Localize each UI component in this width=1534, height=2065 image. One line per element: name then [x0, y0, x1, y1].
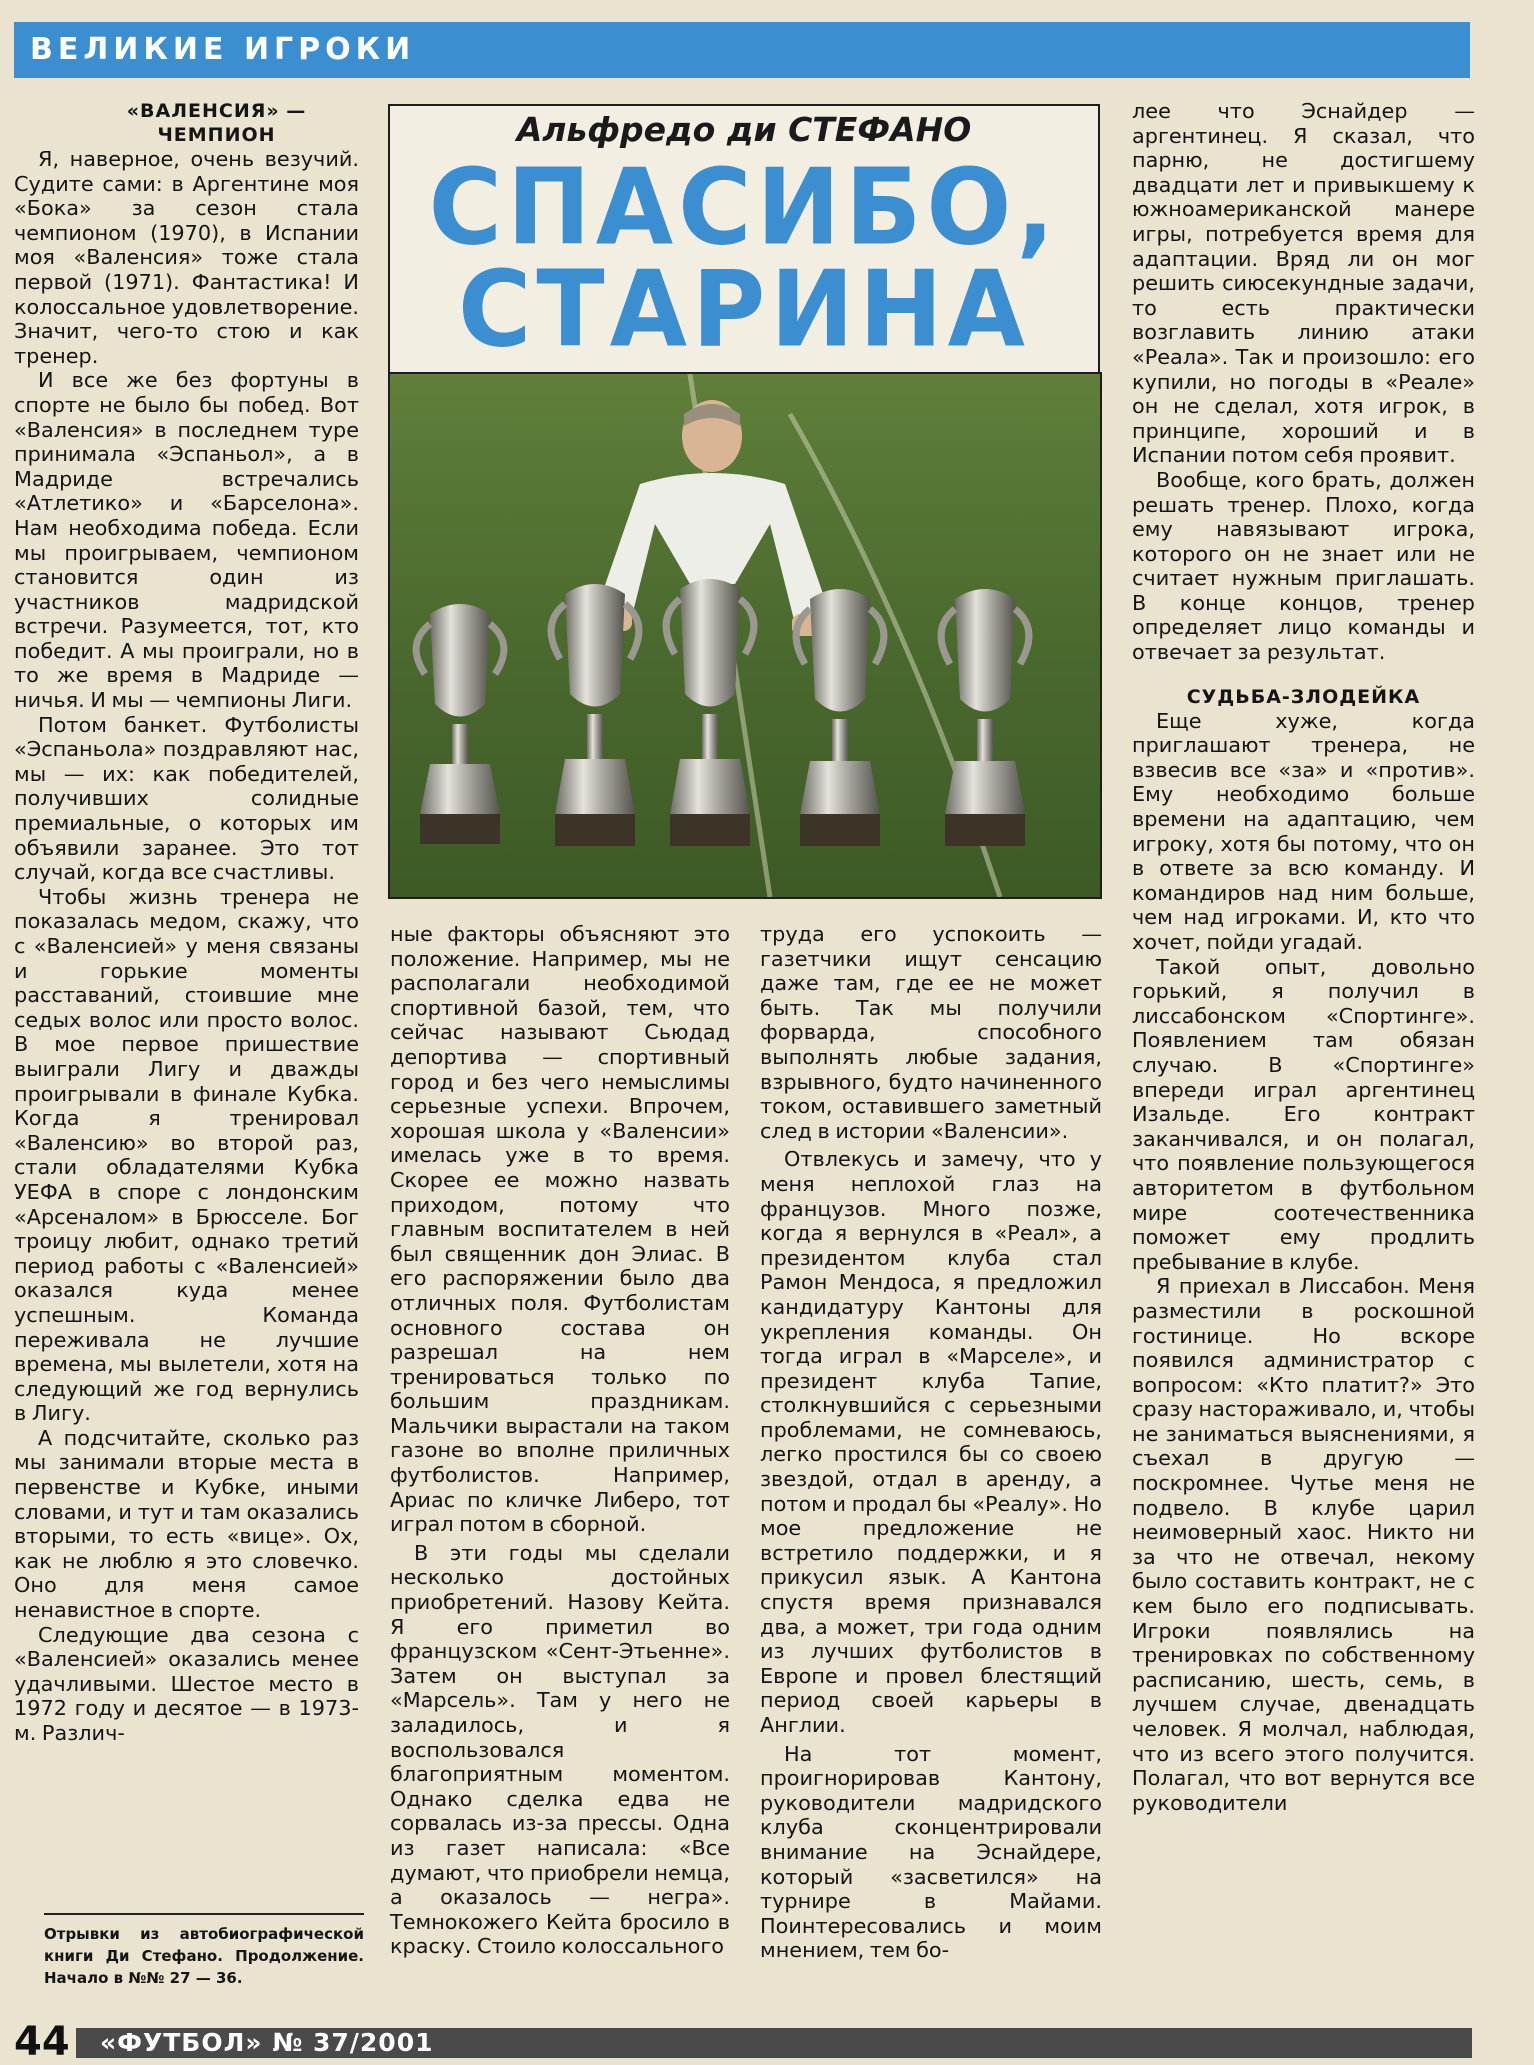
paragraph: На тот момент, проигнорировав Кантону, руководители мадридского клуба сконцентрировали внимание на Эснайдере, который «засветился» на турнире в Майами. Поинтересовались и моим мнением, тем бо- — [760, 1741, 1102, 1963]
subheading-fate: СУДЬБА-ЗЛОДЕЙКА — [1186, 685, 1421, 708]
issue-label: «ФУТБОЛ» № 37/2001 — [100, 2028, 434, 2057]
paragraph: Отвлекусь и замечу, что у меня неплохой глаз на французов. Много позже, когда я вернулся в «Реал», а президентом клуба стал Рамон Мендоса, я предложил кандидатуру Кантоны для укрепления команды. Он тогда играл в «Марселе», и президент клуба Тапие, столкнувшийся с серьезными проблемами, не сомневаюсь, легко простился бы со своею звездой, отдал в аренду, а потом и продал бы «Реалу». Но мое предложение не встретило поддержки, и я прикусил язык. А Кантона спустя время признавался два, а может, три года одним из лучших футболистов в Европе и провел блестящий период своей карьеры в Англии. — [760, 1147, 1102, 1737]
column-2 — [390, 922, 730, 1959]
paragraph: лее что Эснайдер — аргентинец. Я сказал, что парню, не достигшему двадцати лет и привыкшему к южноамериканской манере игры, потребуется время для адаптации. Вряд ли он мог решить сиюсекундные задачи, то есть практически возглавить линию атаки «Реала». Так и произошло: его купили, но погоды в «Реале» он не сделал, хотя игрок, в принципе, хороший и в Испании потом себя проявит. — [1132, 99, 1475, 468]
column-4 — [1132, 99, 1475, 1815]
paragraph: труда его успокоить — газетчики ищут сенсацию даже там, где ее не может быть. Так мы получили форварда, способного выполнять любые задания, взрывного, будто начиненного током, оставившего заметный след в истории «Валенсии». — [760, 922, 1102, 1143]
headline-box — [388, 104, 1100, 374]
paragraph: Потом банкет. Футболисты «Эспаньола» поздравляют нас, мы — их: как победителей, получивших солидные премиальные, о которых им объявили заранее. Это тот случай, когда все счастливы. — [14, 712, 359, 885]
photo-illustration — [390, 374, 1100, 897]
paragraph: ные факторы объясняют это положение. Например, мы не располагали необходимой спортивной базой, тем, что сейчас называют Сьюдад депортива — спортивный город и без чего немыслимы серьезные успехи. Впрочем, хорошая школа у «Валенсии» имелась уже в то время. Скорее ее можно назвать приходом, потому что главным воспитателем в ней был священник дон Элиас. В его распоряжении было два отличных поля. Футболистам основного состава он разрешал на нем тренироваться только по большим праздникам. Мальчики вырастали на таком газоне во вполне приличных футболистов. Например, Ариас по кличке Либеро, тот играл потом в сборной. — [390, 922, 730, 1537]
footnote: Отрывки из автобиографической книги Ди Стефано. Продолжение. Начало в №№ 27 — 36. — [44, 1913, 364, 1989]
paragraph: Я, наверное, очень везучий. Судите сами: в Аргентине моя «Бока» за сезон стала чемпионом (1970), в Испании моя «Валенсия» тоже стала первой (1971). Фантастика! И колоссальное удовлетворение. Значит, чего-то стою и как тренер. — [14, 147, 359, 368]
paragraph: В эти годы мы сделали несколько достойных приобретений. Назову Кейта. Я его приметил во французском «Сент-Этьенне». Затем он выступал за «Марсель». Там у него не заладилось, и я воспользовался благоприятным моментом. Однако сделка едва не сорвалась из-за прессы. Одна из газет написала: «Все думают, что приобрели немца, а оказалось — негра». Темнокожего Кейта бросило в краску. Стоило колоссального — [390, 1540, 730, 1959]
column-3 — [760, 922, 1102, 1963]
subheading-valencia: «ВАЛЕНСИЯ» — ЧЕМПИОН — [126, 100, 307, 146]
section-header: ВЕЛИКИЕ ИГРОКИ — [30, 32, 416, 67]
paragraph: Еще хуже, когда приглашают тренера, не взвесив все «за» и «против». Ему необходимо больше времени на адаптацию, чем игроку, хотя бы потому, что он в ответе за всю команду. И командиров над ним больше, чем над игроками. И, кто что хочет, пойди угадай. — [1132, 708, 1475, 954]
title-line-1: СПАСИБО, — [428, 146, 1060, 269]
paragraph: А подсчитайте, сколько раз мы занимали вторые места в первенстве и Кубке, иными словами, и тут и там оказались вторыми, то есть «вице». Ох, как не люблю я это словечко. Оно для меня самое ненавистное в спорте. — [14, 1425, 359, 1623]
photo-trophies — [388, 372, 1102, 899]
paragraph: И все же без фортуны в спорте не было бы побед. Вот «Валенсия» в последнем туре принимала «Эспаньол», а в Мадриде встречались «Атлетико» и «Барселона». Нам необходима победа. Если мы проигрываем, чемпионом становится один из участников мадридской встречи. Разумеется, тот, кто победит. А мы проиграли, но в то же время в Мадриде — ничья. И мы — чемпионы Лиги. — [14, 368, 359, 713]
title-line-2: СТАРИНА — [457, 248, 1031, 371]
paragraph: Следующие два сезона с «Валенсией» оказались менее удачливыми. Шестое место в 1972 году и десятое — в 1973-м. Различ- — [14, 1622, 359, 1745]
paragraph: Чтобы жизнь тренера не показалась медом, скажу, что с «Валенсией» у меня связаны и горькие моменты расставаний, стоившие мне седых волос или просто волос. В мое первое пришествие выиграли Лигу и дважды проигрывали в финале Кубка. Когда я тренировал «Валенсию» во второй раз, стали обладателями Кубка УЕФА в споре с лондонским «Арсеналом» в Брюсселе. Бог троицу любит, однако третий период работы с «Валенсией» оказался куда менее успешным. Команда переживала не лучшие времена, мы вылетели, хотя на следующий же год вернулись в Лигу. — [14, 884, 359, 1426]
paragraph: Я приехал в Лиссабон. Меня разместили в роскошной гостинице. Но вскоре появился администратор с вопросом: «Кто платит?» Это сразу настораживало, и, чтобы не заниматься выяснениями, я съехал в другую — поскромнее. Чутье меня не подвело. В клубе царил неимоверный хаос. Никто ни за что не отвечал, некому было составить контракт, не с кем было его подписывать. Игроки появлялись на тренировках по собственному расписанию, шесть, семь, в лучшем случае, двенадцать человек. Я молчал, наблюдая, что из всего этого получится. Полагал, что вот вернутся все руководители — [1132, 1274, 1475, 1815]
paragraph: Такой опыт, довольно горький, я получил в лиссабонском «Спортинге». Появлением там обязан случаю. В «Спортинге» впереди играл аргентинец Изальде. Его контракт заканчивался, и он полагал, что появление пользующегося авторитетом в футбольном мире соотечественника поможет ему продлить пребывание в клубе. — [1132, 954, 1475, 1274]
section-header-bar — [14, 22, 1470, 78]
column-1 — [14, 99, 359, 1746]
author-name: Альфредо ди СТЕФАНО — [516, 110, 972, 149]
paragraph: Вообще, кого брать, должен решать тренер. Плохо, когда ему навязывают игрока, которого он не знает или не считает нужным приглашать. В конце концов, тренер определяет лицо команды и отвечает за результат. — [1132, 467, 1475, 665]
page-number: 44 — [14, 2022, 76, 2064]
